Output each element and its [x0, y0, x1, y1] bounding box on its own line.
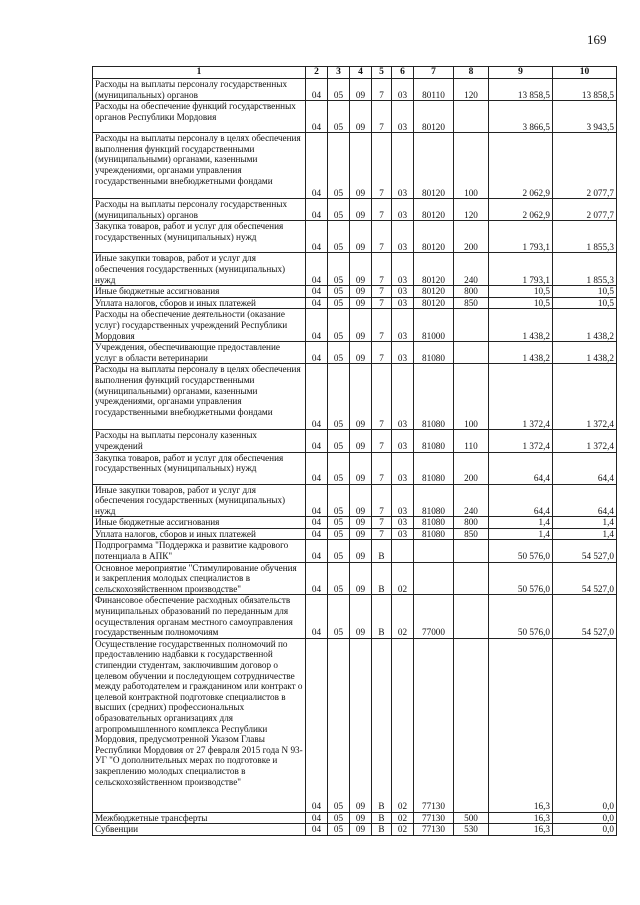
amount-col9-cell: 50 576,0 [489, 562, 553, 595]
subsection-code-cell: 05 [328, 79, 350, 101]
section-code-cell: 04 [306, 562, 328, 595]
amount-col9-cell: 16,3 [489, 824, 553, 836]
table-row [93, 812, 617, 824]
row-name-cell: Расходы на выплаты персоналу в целях обеспечения выполнения функций государственными (муниципальными) органами, казенными учреждениями, органами управления государственными внебюджетными фондами [93, 133, 306, 199]
expense-type-cell: 500 [454, 812, 489, 824]
subprogram-code-cell: 7 [372, 342, 392, 364]
program-code-cell: 09 [350, 824, 372, 836]
row-name-cell: Субвенции [93, 824, 306, 836]
subprogram-code-cell: 7 [372, 199, 392, 221]
subprogram-code-cell: В [372, 595, 392, 638]
section-code-cell: 04 [306, 297, 328, 309]
expense-type-cell [454, 342, 489, 364]
subprogram-code-cell: 7 [372, 253, 392, 286]
section-code-cell: 04 [306, 101, 328, 133]
amount-col10-cell: 64,4 [553, 452, 617, 484]
row-name-cell: Закупка товаров, работ и услуг для обеспечения государственных (муниципальных) нужд [93, 452, 306, 484]
subprogram-code-cell: 7 [372, 517, 392, 529]
amount-col9-cell: 1 372,4 [489, 364, 553, 430]
row-name-cell: Основное мероприятие "Стимулирование обучения и закрепления молодых специалистов в сельскохозяйственном производстве" [93, 562, 306, 595]
header-cell: 9 [489, 67, 553, 79]
subsection-code-cell: 05 [328, 562, 350, 595]
program-code-cell: 09 [350, 528, 372, 540]
amount-col9-cell: 2 062,9 [489, 199, 553, 221]
row-name-cell: Расходы на выплаты персоналу государственных (муниципальных) органов [93, 199, 306, 221]
program-code-cell: 09 [350, 812, 372, 824]
event-code-cell: 03 [392, 253, 414, 286]
expense-type-cell [454, 638, 489, 812]
program-code-cell: 09 [350, 430, 372, 452]
header-cell: 1 [93, 67, 306, 79]
program-code-cell: 09 [350, 595, 372, 638]
row-name-cell: Расходы на выплаты персоналу в целях обеспечения выполнения функций государственными (муниципальными) органами, казенными учреждениями, органами управления государственными внебюджетными фондами [93, 364, 306, 430]
subsection-code-cell: 05 [328, 101, 350, 133]
amount-col10-cell: 0,0 [553, 638, 617, 812]
row-name-cell: Расходы на обеспечение функций государственных органов Республики Мордовия [93, 101, 306, 133]
direction-code-cell: 77130 [414, 638, 454, 812]
amount-col10-cell: 0,0 [553, 824, 617, 836]
amount-col9-cell: 50 576,0 [489, 540, 553, 562]
section-code-cell: 04 [306, 199, 328, 221]
direction-code-cell: 80120 [414, 221, 454, 253]
direction-code-cell: 81000 [414, 309, 454, 342]
amount-col9-cell: 13 858,5 [489, 79, 553, 101]
direction-code-cell: 80120 [414, 133, 454, 199]
amount-col10-cell: 13 858,5 [553, 79, 617, 101]
event-code-cell: 02 [392, 595, 414, 638]
table-row [93, 824, 617, 836]
table-row [93, 297, 617, 309]
row-name-cell: Учреждения, обеспечивающие предоставление услуг в области ветеринарии [93, 342, 306, 364]
event-code-cell: 03 [392, 342, 414, 364]
direction-code-cell: 81080 [414, 528, 454, 540]
row-name-cell: Расходы на выплаты персоналу государственных (муниципальных) органов [93, 79, 306, 101]
header-cell: 2 [306, 67, 328, 79]
amount-col10-cell: 10,5 [553, 286, 617, 298]
row-name-cell: Расходы на обеспечение деятельности (оказание услуг) государственных учреждений Республики Мордовия [93, 309, 306, 342]
subsection-code-cell: 05 [328, 430, 350, 452]
event-code-cell: 03 [392, 286, 414, 298]
row-name-cell: Подпрограмма "Поддержка и развитие кадрового потенциала в АПК" [93, 540, 306, 562]
row-name-cell: Иные закупки товаров, работ и услуг для обеспечения государственных (муниципальных) нужд [93, 484, 306, 517]
table-row [93, 199, 617, 221]
subprogram-code-cell: В [372, 812, 392, 824]
expense-type-cell [454, 101, 489, 133]
table-row [93, 221, 617, 253]
expense-type-cell: 110 [454, 430, 489, 452]
event-code-cell: 03 [392, 517, 414, 529]
table-row [93, 595, 617, 638]
section-code-cell: 04 [306, 452, 328, 484]
table-header-row [93, 67, 617, 79]
section-code-cell: 04 [306, 638, 328, 812]
amount-col9-cell: 1,4 [489, 528, 553, 540]
page-number: 169 [587, 32, 607, 47]
program-code-cell: 09 [350, 286, 372, 298]
direction-code-cell: 80120 [414, 253, 454, 286]
subsection-code-cell: 05 [328, 484, 350, 517]
direction-code-cell: 81080 [414, 342, 454, 364]
row-name-cell: Расходы на выплаты персоналу казенных учреждений [93, 430, 306, 452]
amount-col9-cell: 3 866,5 [489, 101, 553, 133]
section-code-cell: 04 [306, 364, 328, 430]
table-row [93, 452, 617, 484]
direction-code-cell: 81080 [414, 517, 454, 529]
subprogram-code-cell: 7 [372, 528, 392, 540]
expense-type-cell: 240 [454, 484, 489, 517]
direction-code-cell: 80120 [414, 101, 454, 133]
subprogram-code-cell: 7 [372, 309, 392, 342]
expense-type-cell: 200 [454, 452, 489, 484]
amount-col10-cell: 54 527,0 [553, 595, 617, 638]
amount-col9-cell: 64,4 [489, 484, 553, 517]
program-code-cell: 09 [350, 452, 372, 484]
amount-col10-cell: 10,5 [553, 297, 617, 309]
section-code-cell: 04 [306, 253, 328, 286]
section-code-cell: 04 [306, 812, 328, 824]
table-row [93, 309, 617, 342]
table-row [93, 562, 617, 595]
program-code-cell: 09 [350, 199, 372, 221]
subprogram-code-cell: 7 [372, 79, 392, 101]
subprogram-code-cell: 7 [372, 101, 392, 133]
event-code-cell: 02 [392, 824, 414, 836]
table-row [93, 101, 617, 133]
amount-col9-cell: 10,5 [489, 286, 553, 298]
header-cell: 6 [392, 67, 414, 79]
amount-col10-cell: 54 527,0 [553, 540, 617, 562]
program-code-cell: 09 [350, 540, 372, 562]
event-code-cell: 03 [392, 79, 414, 101]
direction-code-cell [414, 540, 454, 562]
subprogram-code-cell: 7 [372, 221, 392, 253]
amount-col10-cell: 0,0 [553, 812, 617, 824]
amount-col10-cell: 1 855,3 [553, 221, 617, 253]
amount-col10-cell: 3 943,5 [553, 101, 617, 133]
amount-col9-cell: 64,4 [489, 452, 553, 484]
program-code-cell: 09 [350, 562, 372, 595]
table-row [93, 517, 617, 529]
amount-col10-cell: 2 077,7 [553, 199, 617, 221]
direction-code-cell: 81080 [414, 364, 454, 430]
event-code-cell: 02 [392, 638, 414, 812]
program-code-cell: 09 [350, 253, 372, 286]
table-row [93, 253, 617, 286]
header-cell: 4 [350, 67, 372, 79]
subsection-code-cell: 05 [328, 286, 350, 298]
table-row [93, 540, 617, 562]
amount-col9-cell: 16,3 [489, 812, 553, 824]
expense-type-cell: 100 [454, 133, 489, 199]
table-row [93, 430, 617, 452]
table-row [93, 528, 617, 540]
subprogram-code-cell: 7 [372, 484, 392, 517]
section-code-cell: 04 [306, 133, 328, 199]
section-code-cell: 04 [306, 824, 328, 836]
subsection-code-cell: 05 [328, 364, 350, 430]
expense-type-cell [454, 309, 489, 342]
expense-type-cell: 800 [454, 517, 489, 529]
row-name-cell: Уплата налогов, сборов и иных платежей [93, 297, 306, 309]
event-code-cell: 03 [392, 364, 414, 430]
program-code-cell: 09 [350, 133, 372, 199]
event-code-cell: 03 [392, 221, 414, 253]
expense-type-cell: 120 [454, 79, 489, 101]
direction-code-cell: 81080 [414, 484, 454, 517]
section-code-cell: 04 [306, 221, 328, 253]
expense-type-cell: 850 [454, 528, 489, 540]
program-code-cell: 09 [350, 638, 372, 812]
row-name-cell: Межбюджетные трансферты [93, 812, 306, 824]
amount-col10-cell: 54 527,0 [553, 562, 617, 595]
expense-type-cell: 100 [454, 364, 489, 430]
event-code-cell [392, 540, 414, 562]
subsection-code-cell: 05 [328, 342, 350, 364]
event-code-cell: 03 [392, 452, 414, 484]
header-cell: 3 [328, 67, 350, 79]
section-code-cell: 04 [306, 517, 328, 529]
row-name-cell: Закупка товаров, работ и услуг для обеспечения государственных (муниципальных) нужд [93, 221, 306, 253]
table-row [93, 638, 617, 812]
subsection-code-cell: 05 [328, 133, 350, 199]
header-cell: 10 [553, 67, 617, 79]
event-code-cell: 03 [392, 101, 414, 133]
program-code-cell: 09 [350, 364, 372, 430]
section-code-cell: 04 [306, 286, 328, 298]
direction-code-cell [414, 562, 454, 595]
subprogram-code-cell: 7 [372, 297, 392, 309]
subprogram-code-cell: В [372, 562, 392, 595]
amount-col9-cell: 50 576,0 [489, 595, 553, 638]
table-row [93, 364, 617, 430]
amount-col9-cell: 1 793,1 [489, 253, 553, 286]
section-code-cell: 04 [306, 309, 328, 342]
section-code-cell: 04 [306, 79, 328, 101]
subsection-code-cell: 05 [328, 540, 350, 562]
amount-col10-cell: 1,4 [553, 528, 617, 540]
expense-type-cell: 120 [454, 199, 489, 221]
subsection-code-cell: 05 [328, 595, 350, 638]
event-code-cell: 02 [392, 812, 414, 824]
expense-type-cell: 200 [454, 221, 489, 253]
subprogram-code-cell: 7 [372, 430, 392, 452]
subprogram-code-cell: 7 [372, 286, 392, 298]
expense-type-cell [454, 595, 489, 638]
program-code-cell: 09 [350, 101, 372, 133]
event-code-cell: 03 [392, 309, 414, 342]
event-code-cell: 03 [392, 199, 414, 221]
subsection-code-cell: 05 [328, 824, 350, 836]
program-code-cell: 09 [350, 517, 372, 529]
subprogram-code-cell: В [372, 824, 392, 836]
amount-col9-cell: 1 793,1 [489, 221, 553, 253]
subsection-code-cell: 05 [328, 517, 350, 529]
header-cell: 5 [372, 67, 392, 79]
subprogram-code-cell: В [372, 638, 392, 812]
amount-col10-cell: 1 372,4 [553, 430, 617, 452]
row-name-cell: Осуществление государственных полномочий по предоставлению надбавки к государственной стипендии студентам, заключившим договор о целевом обучении и последующем сотрудничестве между работодателем и гражданином или контракт о целевой контрактной подготовке специалистов в высших (средних) профессиональных образовательных организациях для агропромышленного комплекса Республики Мордовия, предусмотренной Указом Главы Республики Мордовия от 27 февраля 2015 года N 93-УГ "О дополнительных мерах по подготовке и закреплению молодых специалистов в сельскохозяйственном производстве" [93, 638, 306, 812]
program-code-cell: 09 [350, 484, 372, 517]
amount-col10-cell: 1 438,2 [553, 309, 617, 342]
subsection-code-cell: 05 [328, 452, 350, 484]
subprogram-code-cell: 7 [372, 364, 392, 430]
program-code-cell: 09 [350, 309, 372, 342]
direction-code-cell: 77000 [414, 595, 454, 638]
row-name-cell: Иные бюджетные ассигнования [93, 286, 306, 298]
expense-type-cell: 850 [454, 297, 489, 309]
subsection-code-cell: 05 [328, 528, 350, 540]
program-code-cell: 09 [350, 79, 372, 101]
subsection-code-cell: 05 [328, 812, 350, 824]
section-code-cell: 04 [306, 484, 328, 517]
expense-type-cell: 240 [454, 253, 489, 286]
budget-table [92, 66, 617, 836]
section-code-cell: 04 [306, 595, 328, 638]
amount-col10-cell: 1 372,4 [553, 364, 617, 430]
amount-col9-cell: 1 372,4 [489, 430, 553, 452]
table-row [93, 133, 617, 199]
table-row [93, 342, 617, 364]
row-name-cell: Иные закупки товаров, работ и услуг для обеспечения государственных (муниципальных) нужд [93, 253, 306, 286]
expense-type-cell: 530 [454, 824, 489, 836]
event-code-cell: 03 [392, 133, 414, 199]
program-code-cell: 09 [350, 297, 372, 309]
event-code-cell: 03 [392, 430, 414, 452]
subprogram-code-cell: 7 [372, 133, 392, 199]
direction-code-cell: 80110 [414, 79, 454, 101]
amount-col10-cell: 1 855,3 [553, 253, 617, 286]
program-code-cell: 09 [350, 342, 372, 364]
amount-col10-cell: 1 438,2 [553, 342, 617, 364]
direction-code-cell: 81080 [414, 452, 454, 484]
expense-type-cell [454, 540, 489, 562]
section-code-cell: 04 [306, 430, 328, 452]
section-code-cell: 04 [306, 528, 328, 540]
direction-code-cell: 80120 [414, 199, 454, 221]
subsection-code-cell: 05 [328, 638, 350, 812]
row-name-cell: Финансовое обеспечение расходных обязательств муниципальных образований по переданным для осуществления органам местного самоуправления государственным полномочиям [93, 595, 306, 638]
table-row [93, 484, 617, 517]
amount-col9-cell: 2 062,9 [489, 133, 553, 199]
event-code-cell: 03 [392, 528, 414, 540]
direction-code-cell: 77130 [414, 824, 454, 836]
subprogram-code-cell: 7 [372, 452, 392, 484]
subsection-code-cell: 05 [328, 297, 350, 309]
subprogram-code-cell: В [372, 540, 392, 562]
program-code-cell: 09 [350, 221, 372, 253]
direction-code-cell: 80120 [414, 297, 454, 309]
header-cell: 8 [454, 67, 489, 79]
event-code-cell: 02 [392, 562, 414, 595]
amount-col9-cell: 10,5 [489, 297, 553, 309]
subsection-code-cell: 05 [328, 253, 350, 286]
direction-code-cell: 80120 [414, 286, 454, 298]
direction-code-cell: 77130 [414, 812, 454, 824]
event-code-cell: 03 [392, 484, 414, 517]
row-name-cell: Уплата налогов, сборов и иных платежей [93, 528, 306, 540]
direction-code-cell: 81080 [414, 430, 454, 452]
expense-type-cell [454, 562, 489, 595]
row-name-cell: Иные бюджетные ассигнования [93, 517, 306, 529]
subsection-code-cell: 05 [328, 221, 350, 253]
amount-col10-cell: 64,4 [553, 484, 617, 517]
section-code-cell: 04 [306, 342, 328, 364]
amount-col10-cell: 1,4 [553, 517, 617, 529]
header-cell: 7 [414, 67, 454, 79]
table-row [93, 79, 617, 101]
amount-col9-cell: 1 438,2 [489, 342, 553, 364]
amount-col10-cell: 2 077,7 [553, 133, 617, 199]
subsection-code-cell: 05 [328, 199, 350, 221]
event-code-cell: 03 [392, 297, 414, 309]
expense-type-cell: 800 [454, 286, 489, 298]
table-row [93, 286, 617, 298]
amount-col9-cell: 16,3 [489, 638, 553, 812]
subsection-code-cell: 05 [328, 309, 350, 342]
amount-col9-cell: 1 438,2 [489, 309, 553, 342]
amount-col9-cell: 1,4 [489, 517, 553, 529]
section-code-cell: 04 [306, 540, 328, 562]
